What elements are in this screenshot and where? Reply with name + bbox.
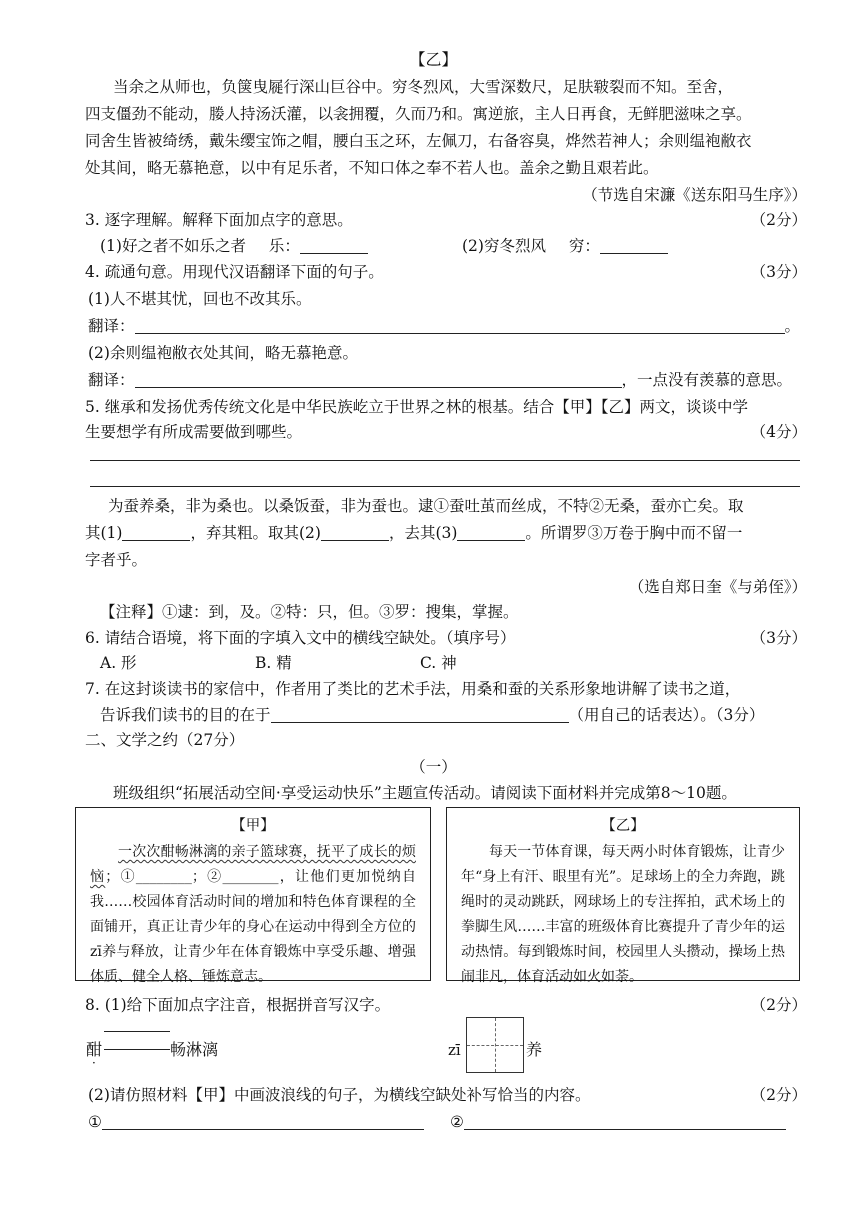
q6-score: （3分）: [750, 629, 807, 647]
grid-horizontal-guide: [467, 1045, 523, 1046]
q4-translation-2-end: ，一点没有羡慕的意思。: [621, 371, 793, 389]
q6-option-c: C. 神: [420, 654, 457, 672]
word-hanchang-dotted-char: [86, 1040, 103, 1070]
q8-stem: 8. (1)给下面加点字注音，根据拼音写汉字。: [85, 996, 391, 1014]
q4-score: （3分）: [750, 263, 807, 281]
passage-yi-line-2: 四支僵劲不能动，媵人持汤沃灌，以衾拥覆，久而乃和。寓逆旅，主人日再食，无鲜肥滋味之享。: [85, 105, 752, 123]
q4-translation-1: [88, 316, 800, 336]
pinyin-zi: zī: [448, 1041, 461, 1059]
material-yi-box: [446, 807, 800, 985]
q3-answer-2-blank[interactable]: [600, 237, 668, 254]
passage-yi-line-4: 处其间，略无慕艳意，以中有足乐者，不知口体之奉不若人也。盖余之勤且艰若此。: [85, 159, 659, 177]
q5-answer-line-2[interactable]: [90, 486, 800, 487]
q3-item-2: [462, 236, 668, 256]
word-ziyang-rest: 养: [526, 1040, 543, 1059]
word-hanchang-rest: 畅淋漓: [170, 1040, 219, 1059]
q5-line-2: 生要想学有所成需要做到哪些。: [85, 423, 303, 441]
passage3-part-c: ，去其(3): [388, 524, 458, 542]
q3-answer-1-blank[interactable]: [300, 237, 368, 254]
q4-translation-2-label: 翻译：: [88, 371, 135, 389]
section2-title: 二、文学之约（27分）: [85, 731, 245, 749]
passage-yi-line-3: 同舍生皆被绮绣，戴朱缨宝饰之帽，腰白玉之环，左佩刀，右备容臭，烨然若神人；余则缊袍敝衣: [85, 132, 752, 150]
q8-part2-score: （2分）: [750, 1086, 807, 1104]
section2-intro: 班级组织“拓展活动空间·享受运动快乐”主题宣传活动。请阅读下面材料并完成第8～10题。: [113, 784, 737, 802]
passage3-blank-1[interactable]: [122, 524, 190, 541]
pinyin-answer-line-top[interactable]: [104, 1031, 170, 1032]
passage3-part-d: 。所谓罗③万卷于胸中而不留一: [525, 524, 743, 542]
passage3-line-1: 为蚕养桑，非为桑也。以桑饭蚕，非为蚕也。逮①蚕吐茧而丝成，不特②无桑，蚕亦亡矣。取: [108, 497, 744, 515]
word-hanchang: [86, 1040, 219, 1070]
material-jia-text: [90, 840, 416, 990]
passage3-part-b: ，弃其粗。取其(2): [190, 524, 321, 542]
q8-answer-1-marker: ①: [88, 1113, 102, 1131]
q5-score: （4分）: [750, 423, 807, 441]
q3-score: （2分）: [750, 211, 807, 229]
passage3-blank-3[interactable]: [457, 524, 525, 541]
q5-answer-line-1[interactable]: [90, 460, 800, 461]
q3-item-2-text: (2)穷冬烈风: [462, 237, 546, 255]
q3-item-1-label: 乐：: [268, 237, 300, 255]
q8-part2-stem: (2)请仿照材料【甲】中画波浪线的句子，为横线空缺处补写恰当的内容。: [88, 1086, 591, 1104]
q7-line-2-a: 告诉我们读书的目的在于: [100, 706, 271, 724]
q8-answer-2-marker: ②: [450, 1113, 464, 1131]
q4-translation-1-end: 。: [784, 317, 801, 335]
q4-translation-1-blank[interactable]: [135, 317, 785, 334]
q3-item-2-label: 穷：: [568, 237, 600, 255]
q3-item-1-text: (1)好之者不如乐之者: [100, 237, 246, 255]
q4-translation-1-label: 翻译：: [88, 317, 135, 335]
material-jia-title: 【甲】: [231, 818, 275, 834]
q6-option-a: A. 形: [100, 654, 137, 672]
passage3-line-3: 字者乎。: [85, 551, 148, 569]
passage-yi-line-1: 当余之从师也，负箧曳屣行深山巨谷中。穷冬烈风，大雪深数尺，足肤皲裂而不知。至舍，: [113, 78, 734, 96]
q4-sentence-2: (2)余则缊袍敝衣处其间，略无慕艳意。: [88, 344, 358, 362]
q7-line-2-b: （用自己的话表达）。（3分）: [568, 706, 765, 724]
material-jia-wavy-sentence: 一次次酣畅淋漓的亲子篮球赛，抚平了成长的烦恼: [90, 844, 416, 885]
q7-line-1: 7. 在这封谈读书的家信中，作者用了类比的艺术手法，用桑和蚕的关系形象地讲解了读书之道，: [85, 680, 741, 698]
emphasis-dot: ·: [92, 1056, 96, 1070]
material-jia-rest: ；①________；②________，让他们更加悦纳自我……校园体育活动时间的增加和特色体育课程的全面铺开，真正让青少年的身心在运动中得到全方位的zī养与释放，让青少年在体育锻炼中享受乐趣、增强体质、健全人格、锤炼意志。: [90, 869, 417, 985]
q4-stem: 4. 疏通句意。用现代汉语翻译下面的句子。: [85, 263, 384, 281]
material-yi-text: 每天一节体育课，每天两小时体育锻炼，让青少年“身上有汗、眼里有光”。足球场上的全力奔跑，跳绳时的灵动跳跃，网球场上的专注挥拍，武术场上的拳脚生风……丰富的班级体育比赛提升了青少年的运动热情。每到锻炼时间，校园里人头攒动，操场上热闹非凡，体育活动如火如荼。: [461, 844, 785, 985]
word-hanchang-char: 酣: [86, 1040, 103, 1059]
material-yi-title: 【乙】: [601, 818, 645, 834]
passage3-line-2: [85, 523, 742, 543]
q6-option-b: B. 精: [255, 654, 292, 672]
q8-score: （2分）: [750, 996, 807, 1014]
passage3-blank-2[interactable]: [321, 524, 389, 541]
q8-answer-1-blank[interactable]: [102, 1113, 424, 1130]
q3-stem: 3. 逐字理解。解释下面加点字的意思。: [85, 211, 353, 229]
q6-stem: 6. 请结合语境，将下面的字填入文中的横线空缺处。（填序号）: [85, 629, 516, 647]
q7-line-2: [100, 705, 764, 725]
material-jia-box: [75, 807, 431, 985]
passage3-source: （选自郑日奎《与弟侄》）: [628, 578, 807, 596]
passage-yi-title: 【乙】: [409, 50, 458, 69]
q8-answer-2-blank[interactable]: [464, 1113, 786, 1130]
q4-sentence-1: (1)人不堪其忧，回也不改其乐。: [88, 290, 312, 308]
q3-item-1: [100, 236, 368, 256]
passage3-part-a: 其(1): [85, 524, 123, 542]
q7-answer-blank[interactable]: [271, 706, 569, 723]
q8-answer-2: [450, 1112, 786, 1132]
q4-translation-2-blank[interactable]: [135, 371, 622, 388]
character-writing-grid[interactable]: [466, 1017, 524, 1073]
section2-subtitle: （一）: [410, 758, 457, 776]
q5-line-1: 5. 继承和发扬优秀传统文化是中华民族屹立于世界之林的根基。结合【甲】【乙】两文，谈谈中学: [85, 398, 748, 416]
q8-answer-1: [88, 1112, 424, 1132]
passage3-notes: 【注释】①逮：到，及。②特：只，但。③罗：搜集，掌握。: [100, 603, 519, 621]
passage-yi-source: （节选自宋濂《送东阳马生序》）: [582, 186, 807, 204]
q4-translation-2: [88, 370, 792, 390]
